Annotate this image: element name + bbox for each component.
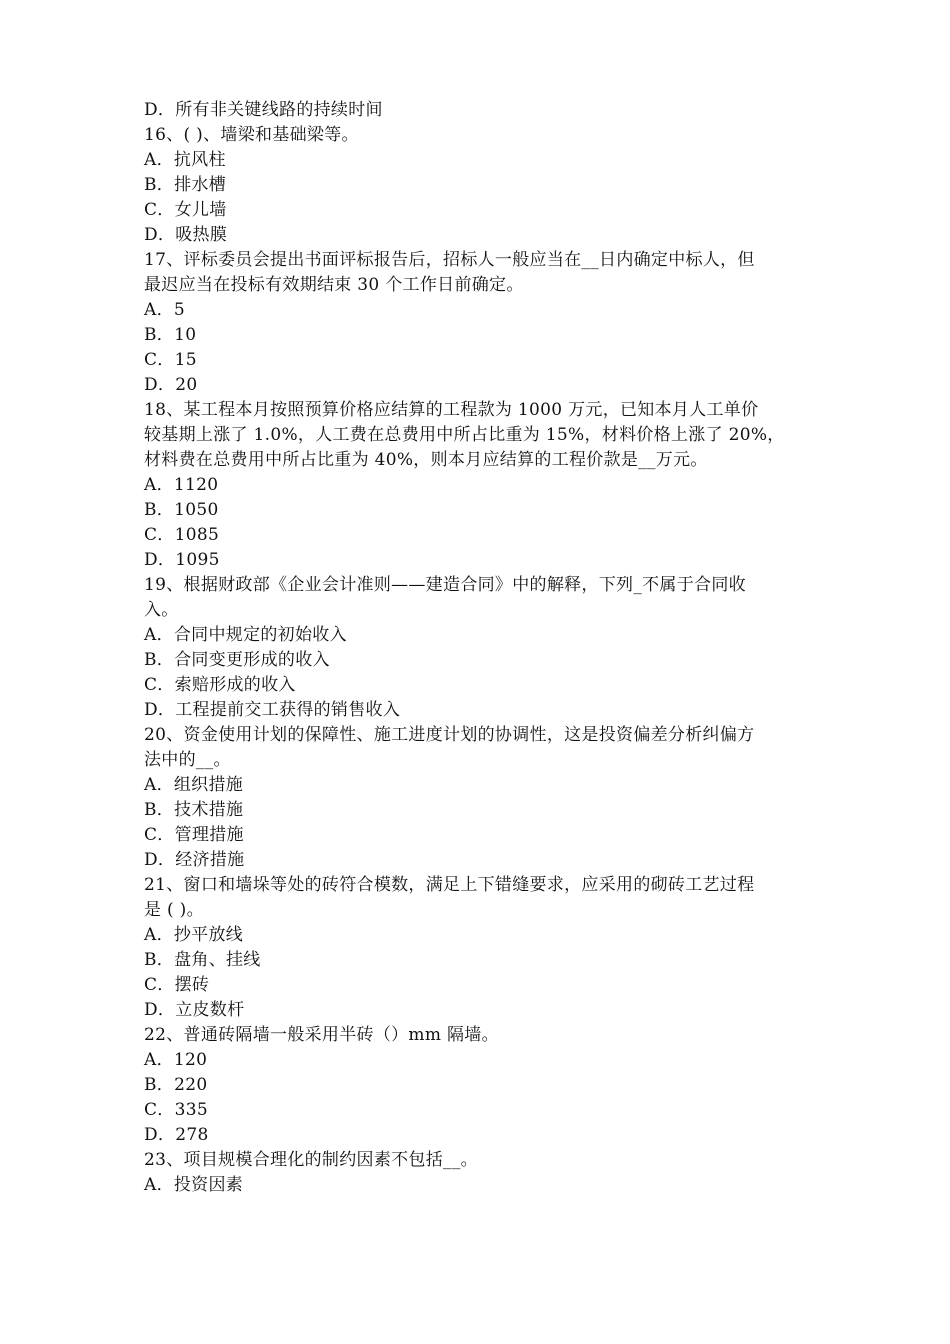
text-line: 最迟应当在投标有效期结束 30 个工作日前确定。	[144, 275, 524, 295]
text-line: 21、窗口和墙垛等处的砖符合模数，满足上下错缝要求，应采用的砌砖工艺过程	[144, 875, 755, 895]
text-line: A．合同中规定的初始收入	[144, 625, 347, 645]
text-line: C．1085	[144, 525, 220, 545]
text-line: B．220	[144, 1075, 208, 1095]
text-line: A．投资因素	[144, 1175, 244, 1195]
text-line: 22、普通砖隔墙一般采用半砖（）mm 隔墙。	[144, 1025, 499, 1045]
text-line: A．5	[144, 300, 185, 320]
text-line: 材料费在总费用中所占比重为 40%，则本月应结算的工程价款是__万元。	[144, 450, 708, 470]
text-line: D．吸热膜	[144, 225, 228, 245]
text-line: B．排水槽	[144, 175, 226, 195]
text-line: B．1050	[144, 500, 219, 520]
text-line: D．1095	[144, 550, 220, 570]
text-line: 法中的__。	[144, 750, 231, 770]
text-line: 较基期上涨了 1.0%，人工费在总费用中所占比重为 15%，材料价格上涨了 20%，	[144, 425, 785, 445]
text-line: D．278	[144, 1125, 209, 1145]
text-line: A．1120	[144, 475, 219, 495]
text-line: A．组织措施	[144, 775, 244, 795]
text-line: C．索赔形成的收入	[144, 675, 296, 695]
text-line: D．20	[144, 375, 198, 395]
text-line: B．技术措施	[144, 800, 244, 820]
document-body	[144, 98, 814, 1198]
text-line: B．盘角、挂线	[144, 950, 261, 970]
text-line: 19、根据财政部《企业会计准则——建造合同》中的解释，下列_不属于合同收	[144, 575, 746, 595]
text-line: B．合同变更形成的收入	[144, 650, 330, 670]
text-line: D．经济措施	[144, 850, 245, 870]
text-line: 17、评标委员会提出书面评标报告后，招标人一般应当在__日内确定中标人，但	[144, 250, 755, 270]
text-line: A．抄平放线	[144, 925, 244, 945]
text-line: 是 ( )。	[144, 900, 204, 920]
text-line: 18、某工程本月按照预算价格应结算的工程款为 1000 万元，已知本月人工单价	[144, 400, 759, 420]
text-line: C．335	[144, 1100, 208, 1120]
text-line: B．10	[144, 325, 197, 345]
text-line: 20、资金使用计划的保障性、施工进度计划的协调性，这是投资偏差分析纠偏方	[144, 725, 755, 745]
text-line: C．女儿墙	[144, 200, 227, 220]
text-line: 16、( )、墙梁和基础梁等。	[144, 125, 359, 145]
text-line: D．立皮数杆	[144, 1000, 245, 1020]
text-line: D．所有非关键线路的持续时间	[144, 100, 383, 120]
text-line: C．15	[144, 350, 197, 370]
text-line: 23、项目规模合理化的制约因素不包括__。	[144, 1150, 478, 1170]
text-line: A．120	[144, 1050, 208, 1070]
text-line: C．摆砖	[144, 975, 210, 995]
text-line: A．抗风柱	[144, 150, 226, 170]
text-line: 入。	[144, 600, 179, 620]
text-line: D．工程提前交工获得的销售收入	[144, 700, 401, 720]
text-line: C．管理措施	[144, 825, 244, 845]
